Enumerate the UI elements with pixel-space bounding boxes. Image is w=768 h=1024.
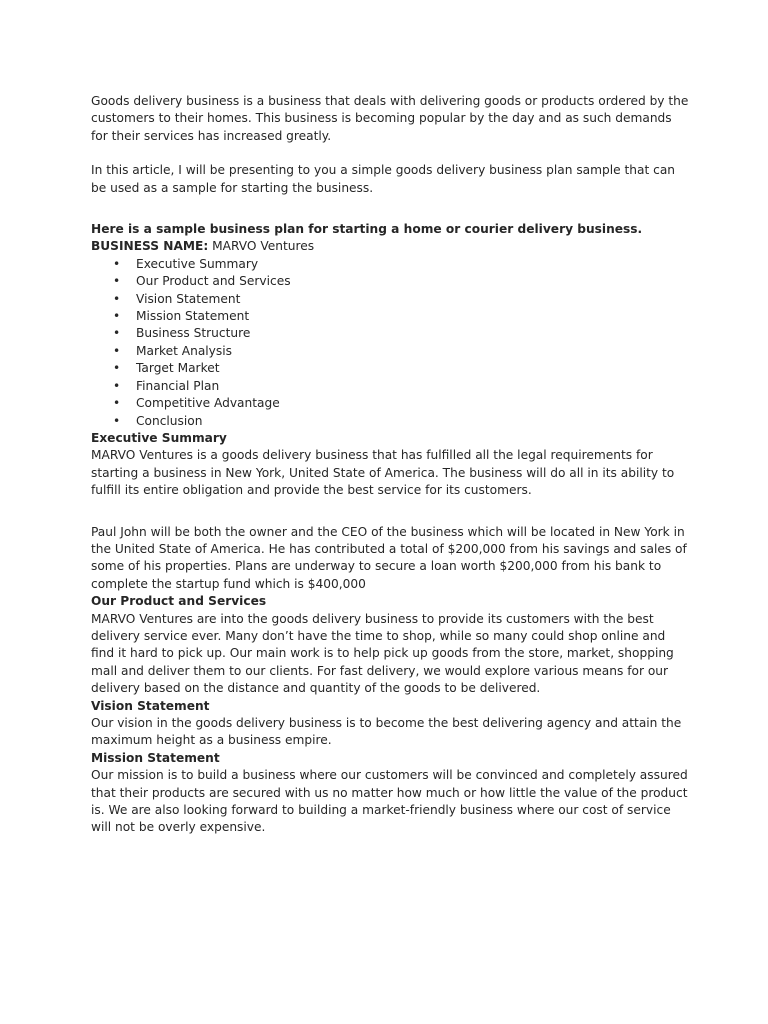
intro-paragraph-1: Goods delivery business is a business that deals with delivering goods or products ordered by the customers to their homes. This business is becoming popular by the day and as such demands for their services has increased greatly. — [91, 94, 689, 143]
bullet-icon: • — [113, 256, 121, 271]
bullet-icon: • — [113, 274, 121, 289]
business-name-value: MARVO Ventures — [208, 239, 315, 254]
toc-item — [91, 273, 691, 290]
executive-summary-paragraph-2: Paul John will be both the owner and the CEO of the business which will be located in New York in the United State of America. He has contributed a total of $200,000 from his savings and sales of some of his properties. Plans are underway to secure a loan worth $200,000 from his bank to complete the startup fund which is $400,000 — [91, 524, 687, 591]
toc-item-label: Mission Statement — [136, 309, 250, 324]
business-name-line — [91, 238, 691, 255]
bullet-icon: • — [113, 378, 121, 393]
bullet-icon: • — [113, 361, 121, 376]
toc-item-label: Target Market — [136, 361, 220, 376]
toc-item-label: Financial Plan — [136, 378, 220, 393]
toc-item — [91, 395, 691, 412]
toc-item — [91, 325, 691, 342]
vision-heading: Vision Statement — [91, 698, 210, 713]
mission-paragraph: Our mission is to build a business where our customers will be convinced and completely assured that their products are secured with us no matter how much or how little the value of the product is. We are also looking forward to building a market-friendly business where our cost of service will not be overly expensive. — [91, 768, 688, 835]
toc-item — [91, 360, 691, 377]
mission-heading: Mission Statement — [91, 750, 220, 765]
plan-heading: Here is a sample business plan for starting a home or courier delivery business. — [91, 222, 643, 237]
bullet-icon: • — [113, 326, 121, 341]
bullet-icon: • — [113, 343, 121, 358]
toc-item-label: Our Product and Services — [136, 274, 291, 289]
toc-item — [91, 413, 691, 430]
bullet-icon: • — [113, 309, 121, 324]
executive-summary-paragraph-1: MARVO Ventures is a goods delivery business that has fulfilled all the legal requirements for starting a business in New York, United State of America. The business will do all in its ability to fulfill its entire obligation and provide the best service for its customers. — [91, 448, 675, 498]
toc-item — [91, 378, 691, 395]
toc-item-label: Executive Summary — [136, 256, 259, 271]
executive-summary-heading: Executive Summary — [91, 430, 227, 445]
intro-paragraph-2: In this article, I will be presenting to you a simple goods delivery business plan sample that can be used as a sample for starting the business. — [91, 163, 676, 195]
toc-item — [91, 308, 691, 325]
bullet-icon: • — [113, 413, 121, 428]
business-name-label: BUSINESS NAME: — [91, 239, 209, 254]
toc-item-label: Competitive Advantage — [136, 396, 280, 411]
table-of-contents — [91, 256, 691, 430]
products-heading: Our Product and Services — [91, 594, 267, 609]
vision-paragraph: Our vision in the goods delivery business is to become the best delivering agency and attain the maximum height as a business empire. — [91, 716, 682, 748]
bullet-icon: • — [113, 396, 121, 411]
toc-item-label: Vision Statement — [136, 291, 241, 306]
products-paragraph: MARVO Ventures are into the goods delivery business to provide its customers with the best delivery service ever. Many don’t have the time to shop, while so many could shop online and find it hard to pick up. Our main work is to help pick up goods from the store, market, shopping mall and deliver them to our clients. For fast delivery, we would explore various means for our delivery based on the distance and quantity of the goods to be delivered. — [91, 611, 674, 696]
toc-item — [91, 291, 691, 308]
toc-item — [91, 256, 691, 273]
bullet-icon: • — [113, 291, 121, 306]
toc-item-label: Market Analysis — [136, 343, 232, 358]
toc-item — [91, 343, 691, 360]
toc-item-label: Business Structure — [136, 326, 251, 341]
toc-item-label: Conclusion — [136, 413, 203, 428]
document-page — [91, 93, 691, 837]
